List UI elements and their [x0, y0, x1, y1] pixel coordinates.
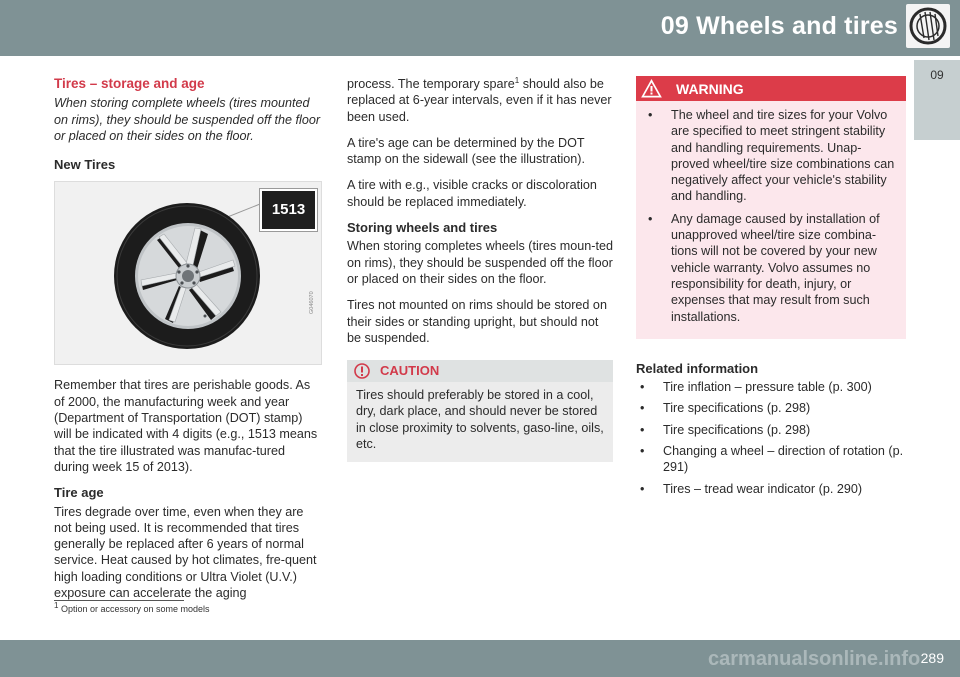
related-link[interactable]: • Tire specifications (p. 298) — [636, 422, 906, 438]
tire-age-paragraph: Tires degrade over time, even when they are not being used. It is recommended that tires generally be replaced after 6 years of normal service. Heat caused by hot climates, fre-quent high loading conditions or Ultra Violet (U.V.) exposure can accelerate the aging — [54, 504, 317, 601]
column-3 — [636, 76, 906, 502]
dot-paragraph: A tire's age can be determined by the DOT stamp on the sidewall (see the illustration). — [347, 135, 585, 167]
caution-icon — [354, 363, 370, 379]
footnote-ref: 1 — [514, 75, 520, 85]
storing-heading: Storing wheels and tires — [347, 220, 498, 236]
caution-label: CAUTION — [380, 363, 440, 379]
new-tires-heading: New Tires — [54, 157, 116, 173]
related-link[interactable]: • Tire specifications (p. 298) — [636, 400, 906, 416]
perishable-paragraph: Remember that tires are perishable goods. As of 2000, the manufacturing week and year (Department of Transportation (DOT) stamp) will be indicated with 4 digits (e.g., 1513 means that the tire illustrated was manufac-tured during week 15 of 2013). — [54, 378, 318, 474]
warning-header — [636, 76, 906, 101]
tire-illustration — [54, 181, 322, 365]
figure-code: G046070 — [309, 291, 315, 315]
chapter-tab[interactable] — [914, 60, 960, 140]
tire-age-heading: Tire age — [54, 485, 104, 501]
footnote-text: Option or accessory on some models — [58, 604, 210, 614]
section-title: Tires – storage and age — [54, 76, 205, 91]
warning-triangle-icon — [641, 79, 662, 98]
spare-paragraph — [347, 76, 613, 125]
related-list — [636, 379, 906, 497]
chapter-title: 09 Wheels and tires — [660, 12, 898, 40]
related-information — [636, 361, 906, 497]
warning-box — [636, 76, 906, 339]
warning-label: WARNING — [676, 81, 744, 97]
column-1 — [54, 76, 322, 611]
warning-body — [636, 101, 906, 339]
storing-paragraph: When storing completes wheels (tires moun-ted on rims), they should be suspended off the floor or placed on their sides on the floor. — [347, 239, 613, 286]
related-heading: Related information — [636, 360, 759, 376]
intro-text: When storing complete wheels (tires mounted on rims), they should be suspended off the floor or placed on their sides on the floor. — [54, 96, 321, 143]
unmounted-paragraph: Tires not mounted on rims should be stored on their sides or standing upright, but should not be suspended. — [347, 298, 607, 345]
caution-box — [347, 360, 613, 462]
dot-stamp-callout: 1513 — [260, 189, 317, 231]
caution-text: Tires should preferably be stored in a cool, dry, dark place, and should never be stored in close proximity to solvents, gaso-line, oils, etc. — [356, 388, 604, 452]
footnote-divider — [54, 600, 184, 601]
chapter-tab-label: 09 — [930, 68, 944, 82]
caution-header — [347, 360, 613, 382]
footnote-mark: 1 — [54, 601, 59, 610]
page-number: 289 — [920, 650, 944, 666]
related-link[interactable]: • Tires – tread wear indicator (p. 290) — [636, 481, 906, 497]
warning-item: • The wheel and tire sizes for your Volvo are specified to meet stringent stability and handling requirements. Unap-proved wheel/tire size combinations can negatively affect your vehicle's stability and handling. — [644, 107, 898, 205]
tire-icon — [906, 4, 950, 48]
column-2 — [347, 76, 613, 462]
footnote — [54, 601, 210, 614]
related-link[interactable]: • Tire inflation – pressure table (p. 300) — [636, 379, 906, 395]
page-header — [0, 0, 960, 56]
cracks-paragraph: A tire with e.g., visible cracks or discoloration should be replaced immediately. — [347, 178, 597, 209]
warning-item: • Any damage caused by installation of unapproved wheel/tire size combina-tions will not be covered by your new vehicle warranty. Volvo assumes no responsibility for death, injury, or expenses that may result from such installations. — [644, 211, 898, 325]
spare-text-a: process. The temporary spare — [347, 77, 515, 91]
warning-list — [644, 107, 898, 325]
watermark: carmanualsonline.info — [708, 648, 921, 670]
related-link[interactable]: • Changing a wheel – direction of rotation (p. 291) — [636, 443, 906, 476]
spare-text-b: should also be replaced at 6-year intervals, even if it has never been used. — [347, 77, 612, 124]
